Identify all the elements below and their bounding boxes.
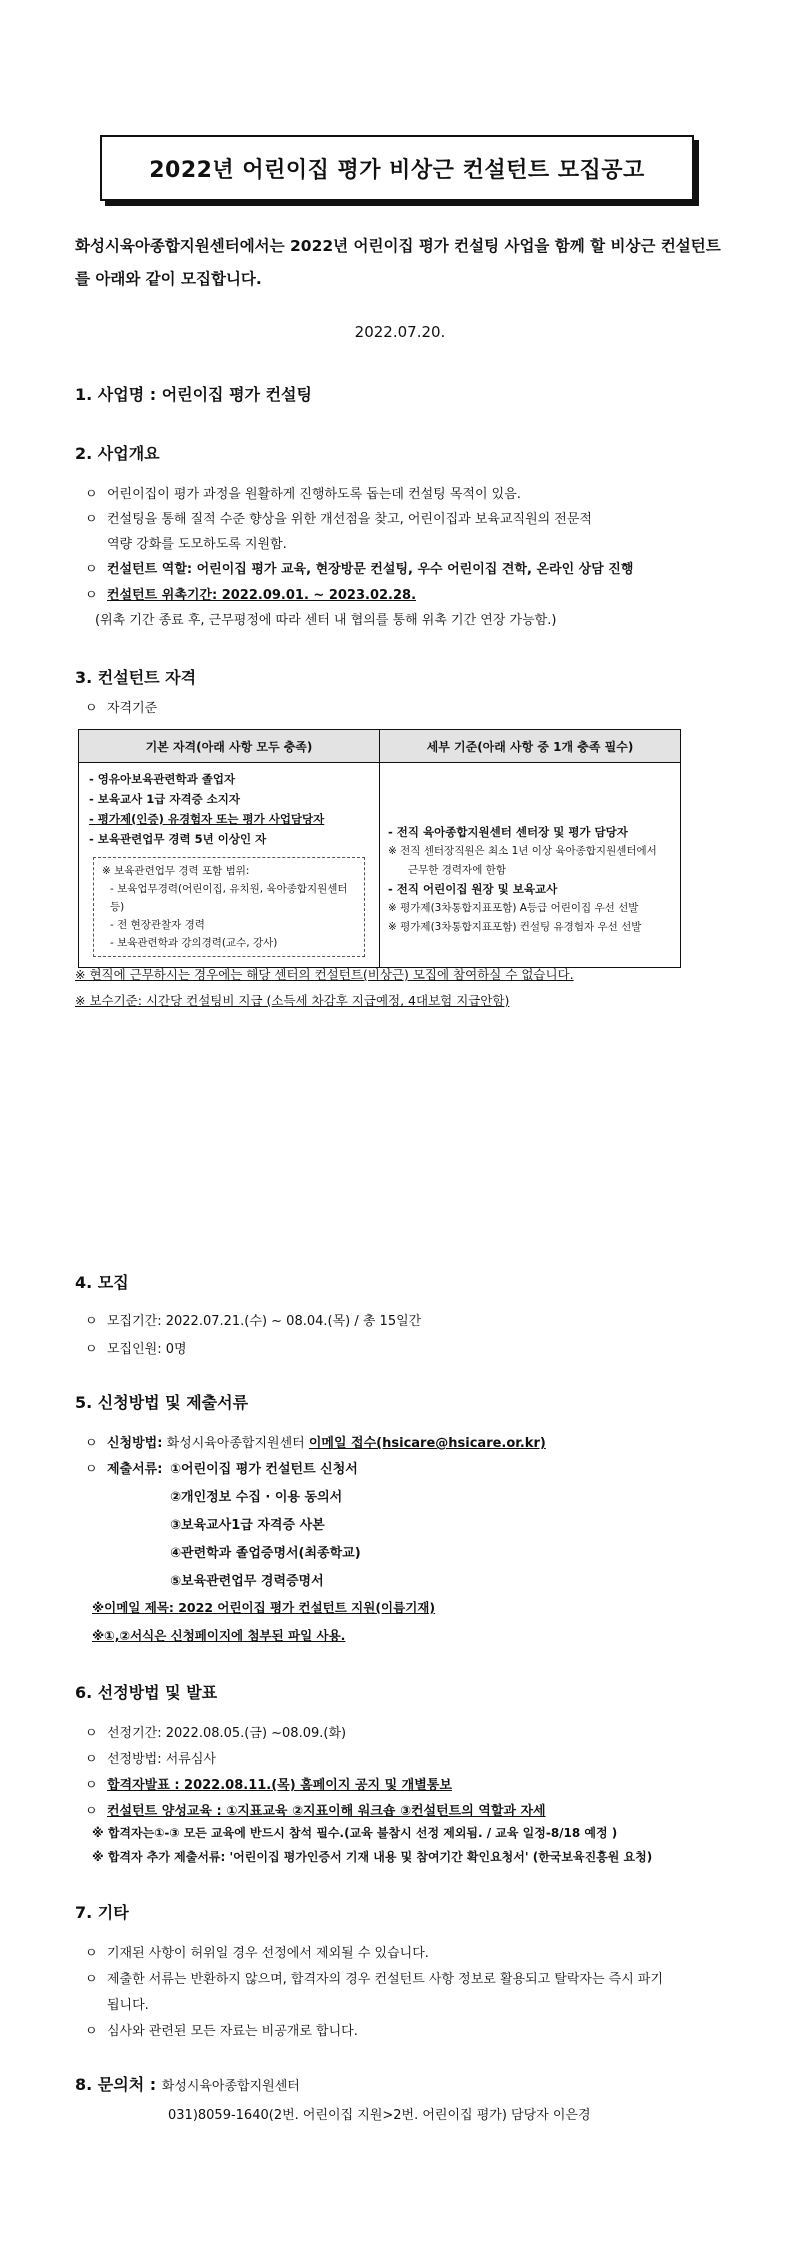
form-attachment-note: ※①,②서식은 신청페이지에 첨부된 파일 사용. xyxy=(92,1628,346,1643)
doc-4: ④관련학과 졸업증명서(최종학교) xyxy=(170,1546,361,1561)
experience-scope-box: ※ 보육관련업무 경력 포함 범위: - 보육업무경력(어린이집, 유치원, 육아종합지원센터 등) - 전 현장관찰자 경력 - 보육관련학과 강의경력(교수, 강사) xyxy=(93,857,365,957)
selection-method: ㅇ 선정방법: 서류심사 xyxy=(85,1752,216,1767)
section-3-heading: 3. 컨설턴트 자격 xyxy=(75,668,197,687)
etc-item-2-cont: 됩니다. xyxy=(107,1998,149,2013)
overview-item-1: ㅇ 어린이집이 평가 과정을 원활하게 진행하도록 돕는데 컨설팅 목적이 있음. xyxy=(85,487,521,502)
required-docs-label: ㅇ 제출서류: xyxy=(85,1462,163,1477)
doc-3: ③보육교사1급 자격증 사본 xyxy=(170,1518,325,1533)
detail-note-1: ※ 전직 센터장직원은 최소 1년 이상 육아종합지원센터에서 xyxy=(388,845,657,857)
training-info: ㅇ 컨설턴트 양성교육 : ①지표교육 ②지표이해 워크숍 ③컨설턴트의 역할과 자세 xyxy=(85,1804,546,1819)
overview-item-role: ㅇ 컨설턴트 역할: 어린이집 평가 교육, 현장방문 컨설팅, 우수 어린이집 견학, 온라인 상담 진행 xyxy=(85,562,634,577)
apply-method: ㅇ 신청방법: 화성시육아종합지원센터 이메일 접수(hsicare@hsicare.or.kr) xyxy=(85,1436,546,1451)
detail-note-3: ※ 평가제(3차통합지표포함) 컨설팅 유경험자 우선 선발 xyxy=(388,921,642,933)
overview-period-note: (위촉 기간 종료 후, 근무평정에 따라 센터 내 협의를 통해 위촉 기간 연장 가능함.) xyxy=(95,613,557,628)
page-title: 2022년 어린이집 평가 비상근 컨설턴트 모집공고 xyxy=(100,135,694,201)
basic-item-3: - 평가제(인증) 유경험자 또는 평가 사업담당자 xyxy=(89,812,325,826)
etc-item-3: ㅇ 심사와 관련된 모든 자료는 비공개로 합니다. xyxy=(85,2024,358,2039)
detail-item-1: - 전직 육아종합지원센터 센터장 및 평가 담당자 xyxy=(388,825,628,839)
announcement-date: 2022.07.20. xyxy=(354,323,446,341)
contact-org: 화성시육아종합지원센터 xyxy=(161,2079,300,2094)
overview-item-2: ㅇ 컨설팅을 통해 질적 수준 향상을 위한 개선점을 찾고, 어린이집과 보육교직원의 전문적 xyxy=(85,512,592,527)
additional-docs-note: ※ 합격자 추가 제출서류: '어린이집 평가인증서 기재 내용 및 참여기간 확인요청서' (한국보육진흥원 요청) xyxy=(92,1850,653,1864)
contact-phone: 031)8059-1640(2번. 어린이집 지원>2번. 어린이집 평가) 담당자 이은경 xyxy=(168,2108,591,2123)
qualification-subheading: ㅇ 자격기준 xyxy=(85,701,158,716)
intro-paragraph: 화성시육아종합지원센터에서는 2022년 어린이집 평가 컨설팅 사업을 함께 할 비상근 컨설턴트를 아래와 같이 모집합니다. xyxy=(75,237,721,288)
detail-note-1-cont: 근무한 경력자에 한함 xyxy=(408,864,506,876)
training-mandatory-note: ※ 합격자는①-③ 모든 교육에 반드시 참석 필수.(교육 불참시 선정 제외됨. / 교육 일정-8/18 예정 ) xyxy=(92,1826,618,1840)
etc-item-1: ㅇ 기재된 사항이 허위일 경우 선정에서 제외될 수 있습니다. xyxy=(85,1946,429,1961)
doc-2: ②개인정보 수집 · 이용 동의서 xyxy=(170,1490,343,1505)
recruit-count: ㅇ 모집인원: 0명 xyxy=(85,1342,187,1357)
detail-item-2: - 전직 어린이집 원장 및 보육교사 xyxy=(388,882,558,896)
section-4-heading: 4. 모집 xyxy=(75,1273,129,1292)
section-1-heading: 1. 사업명 : 어린이집 평가 컨설팅 xyxy=(75,385,312,404)
basic-item-2: - 보육교사 1급 자격증 소지자 xyxy=(89,792,240,806)
email-subject-note: ※이메일 제목: 2022 어린이집 평가 컨설턴트 지원(이름기재) xyxy=(92,1600,436,1615)
section-6-heading: 6. 선정방법 및 발표 xyxy=(75,1683,218,1702)
basic-item-4: - 보육관련업무 경력 5년 이상인 자 xyxy=(89,832,267,846)
basic-item-1: - 영유아보육관련학과 졸업자 xyxy=(89,772,236,786)
section-2-heading: 2. 사업개요 xyxy=(75,444,160,463)
etc-item-2: ㅇ 제출한 서류는 반환하지 않으며, 합격자의 경우 컨설턴트 사항 정보로 활용되고 탈락자는 즉시 파기 xyxy=(85,1972,664,1987)
section-5-heading: 5. 신청방법 및 제출서류 xyxy=(75,1393,249,1412)
section-8-heading: 8. 문의처 : 화성시육아종합지원센터 xyxy=(75,2075,300,2094)
overview-item-period: ㅇ 컨설턴트 위촉기간: 2022.09.01. ~ 2023.02.28. xyxy=(85,588,417,603)
basic-qualifications-cell xyxy=(79,763,380,968)
result-announcement: ㅇ 합격자발표 : 2022.08.11.(목) 홈페이지 공지 및 개별통보 xyxy=(85,1778,452,1793)
overview-item-2-cont: 역량 강화를 도모하도록 지원함. xyxy=(107,537,287,552)
detail-criteria-cell xyxy=(380,763,681,968)
table-header-basic: 기본 자격(아래 사항 모두 충족) xyxy=(79,730,380,763)
current-employee-note: ※ 현직에 근무하시는 경우에는 해당 센터의 컨설턴트(비상근) 모집에 참여하실 수 없습니다. xyxy=(75,967,574,982)
selection-period: ㅇ 선정기간: 2022.08.05.(금) ~08.09.(화) xyxy=(85,1726,347,1741)
doc-5: ⑤보육관련업무 경력증명서 xyxy=(170,1574,324,1589)
section-7-heading: 7. 기타 xyxy=(75,1903,129,1922)
recruit-period: ㅇ 모집기간: 2022.07.21.(수) ~ 08.04.(목) / 총 15일간 xyxy=(85,1314,422,1329)
doc-1: ①어린이집 평가 컨설턴트 신청서 xyxy=(170,1462,358,1477)
pay-standard-note: ※ 보수기준: 시간당 컨설팅비 지급 (소득세 차감후 지급예정, 4대보험 지급안함) xyxy=(75,993,510,1008)
detail-note-2: ※ 평가제(3차통합지표포함) A등급 어린이집 우선 선발 xyxy=(388,902,639,914)
qualification-table xyxy=(78,729,681,968)
table-header-detail: 세부 기준(아래 사항 중 1개 충족 필수) xyxy=(380,730,681,763)
